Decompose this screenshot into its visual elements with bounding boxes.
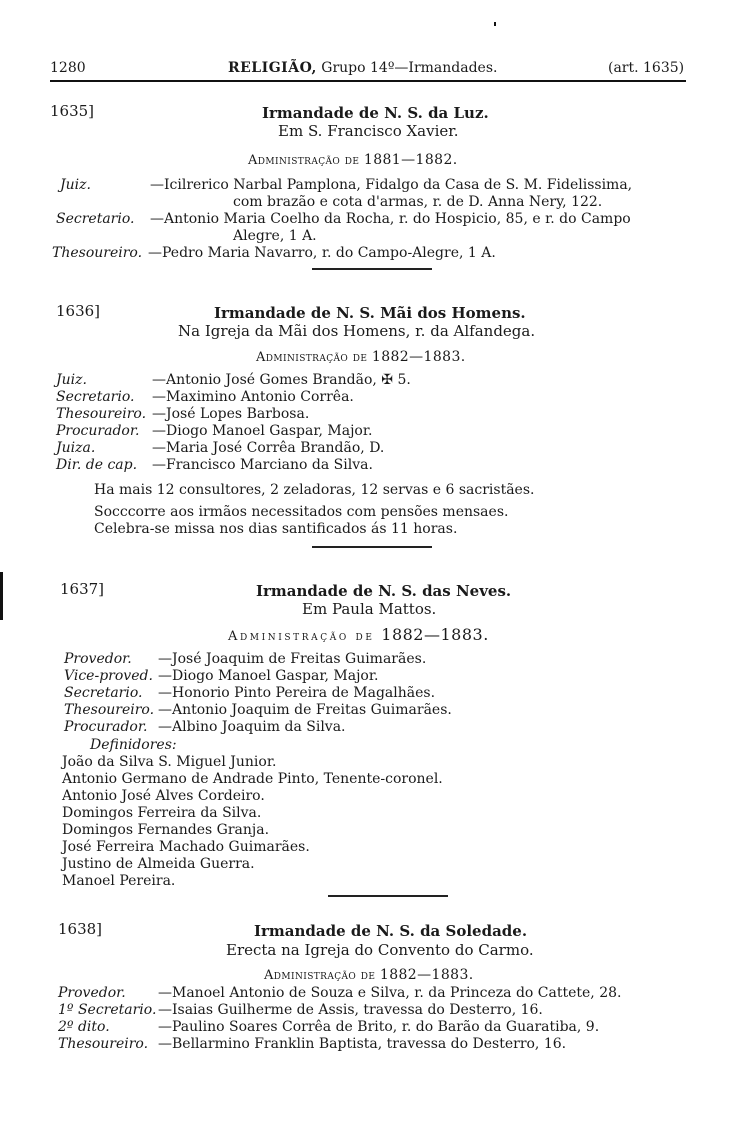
- officer-name: —Maria José Corrêa Brandão, D.: [152, 440, 385, 456]
- officer-name: —Antonio Joaquim de Freitas Guimarães.: [158, 702, 452, 718]
- scan-speck: [494, 22, 496, 26]
- note-line: Ha mais 12 consultores, 2 zeladoras, 12 servas e 6 sacristães.: [94, 482, 535, 498]
- definidor-name: Justino de Almeida Guerra.: [62, 856, 255, 872]
- section-divider: [328, 895, 448, 897]
- section-divider: [312, 268, 432, 270]
- officer-role: Secretario.: [56, 211, 135, 227]
- officer-name: —José Lopes Barbosa.: [152, 406, 310, 422]
- entry-title: Irmandade de N. S. das Neves.: [256, 582, 512, 600]
- officer-role: 2º dito.: [58, 1019, 110, 1035]
- officer-name: —Pedro Maria Navarro, r. do Campo-Alegre, 1 A.: [148, 245, 496, 261]
- entry-location: Em Paula Mattos.: [302, 600, 437, 618]
- entry-number: 1636]: [56, 302, 101, 320]
- article-ref: (art. 1635): [608, 60, 685, 76]
- officer-name: —Maximino Antonio Corrêa.: [152, 389, 354, 405]
- officer-name: —Paulino Soares Corrêa de Brito, r. do Barão da Guaratiba, 9.: [158, 1019, 600, 1035]
- definidor-name: Domingos Ferreira da Silva.: [62, 805, 262, 821]
- definidor-name: Antonio Germano de Andrade Pinto, Tenente-coronel.: [62, 771, 443, 787]
- definidor-name: José Ferreira Machado Guimarães.: [62, 839, 310, 855]
- section-divider: [312, 546, 432, 548]
- officer-role: Procurador.: [56, 423, 140, 439]
- running-head: [228, 60, 497, 76]
- definidor-name: João da Silva S. Miguel Junior.: [62, 754, 277, 770]
- definidores-heading: Definidores:: [90, 737, 177, 753]
- officer-name: —Antonio Maria Coelho da Rocha, r. do Hospicio, 85, e r. do Campo: [150, 211, 631, 227]
- officer-name: —Icilrerico Narbal Pamplona, Fidalgo da Casa de S. M. Fidelissima,: [150, 177, 633, 193]
- administration-line: Administração de 1882—1883.: [256, 349, 466, 365]
- officer-role: Provedor.: [64, 651, 132, 667]
- subsection-title: Grupo 14º—Irmandades.: [321, 60, 498, 76]
- administration-line: Administração de 1882—1883.: [228, 625, 489, 644]
- officer-name-cont: Alegre, 1 A.: [233, 228, 317, 244]
- officer-role: Provedor.: [58, 985, 126, 1001]
- officer-name: —Diogo Manoel Gaspar, Major.: [158, 668, 379, 684]
- officer-name: —Bellarmino Franklin Baptista, travessa do Desterro, 16.: [158, 1036, 567, 1052]
- officer-name: —Isaias Guilherme de Assis, travessa do Desterro, 16.: [158, 1002, 543, 1018]
- definidor-name: Antonio José Alves Cordeiro.: [62, 788, 265, 804]
- note-line: Celebra-se missa nos dias santificados ás 11 horas.: [94, 521, 458, 537]
- note-line: Socccorre aos irmãos necessitados com pensões mensaes.: [94, 504, 509, 520]
- administration-line: Administração de 1881—1882.: [248, 152, 458, 168]
- definidor-name: Manoel Pereira.: [62, 873, 176, 889]
- officer-role: Thesoureiro.: [58, 1036, 149, 1052]
- entry-title: Irmandade de N. S. Mãi dos Homens.: [214, 304, 526, 322]
- officer-name: —Francisco Marciano da Silva.: [152, 457, 373, 473]
- officer-role: Secretario.: [56, 389, 135, 405]
- officer-role: Procurador.: [64, 719, 148, 735]
- officer-name: —Antonio José Gomes Brandão, ✠ 5.: [152, 372, 411, 388]
- officer-role: Vice-proved.: [64, 668, 153, 684]
- section-title: RELIGIÃO,: [228, 60, 317, 76]
- officer-role: Thesoureiro.: [56, 406, 147, 422]
- officer-role: Secretario.: [64, 685, 143, 701]
- officer-role: Thesoureiro.: [64, 702, 155, 718]
- entry-number: 1637]: [60, 580, 105, 598]
- officer-name: —Diogo Manoel Gaspar, Major.: [152, 423, 373, 439]
- officer-name: —Honorio Pinto Pereira de Magalhães.: [158, 685, 436, 701]
- officer-role: Juiz.: [56, 372, 87, 388]
- definidor-name: Domingos Fernandes Granja.: [62, 822, 270, 838]
- entry-number: 1638]: [58, 920, 103, 938]
- officer-role: Juiza.: [56, 440, 96, 456]
- entry-location: Erecta na Igreja do Convento do Carmo.: [226, 941, 534, 959]
- entry-title: Irmandade de N. S. da Luz.: [262, 104, 489, 122]
- entry-number: 1635]: [50, 102, 95, 120]
- entry-location: Na Igreja da Mãi dos Homens, r. da Alfandega.: [178, 322, 536, 340]
- administration-line: Administração de 1882—1883.: [264, 967, 474, 983]
- entry-title: Irmandade de N. S. da Soledade.: [254, 922, 528, 940]
- entry-location: Em S. Francisco Xavier.: [278, 122, 459, 140]
- officer-name-cont: com brazão e cota d'armas, r. de D. Anna Nery, 122.: [233, 194, 603, 210]
- officer-name: —Manoel Antonio de Souza e Silva, r. da Princeza do Cattete, 28.: [158, 985, 622, 1001]
- officer-name: —José Joaquim de Freitas Guimarães.: [158, 651, 427, 667]
- page-number: 1280: [50, 60, 86, 76]
- officer-role: Juiz.: [60, 177, 91, 193]
- scan-edge-mark: [0, 572, 3, 620]
- officer-role: 1º Secretario.: [58, 1002, 157, 1018]
- header-rule: [50, 80, 686, 82]
- officer-role: Thesoureiro.: [52, 245, 143, 261]
- officer-role: Dir. de cap.: [56, 457, 138, 473]
- officer-name: —Albino Joaquim da Silva.: [158, 719, 346, 735]
